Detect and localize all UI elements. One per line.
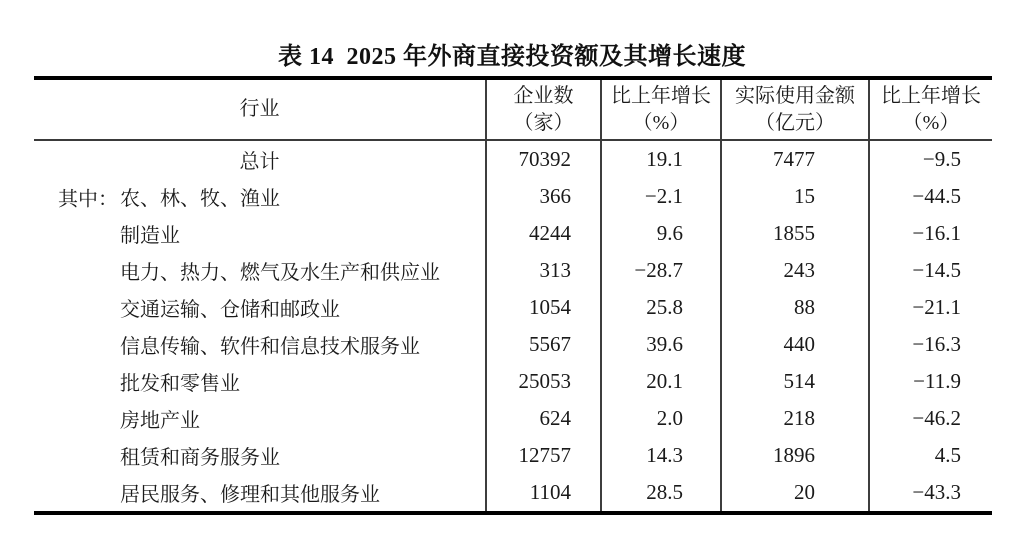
- col-header-growth-enterprises-label: 比上年增长: [611, 84, 711, 107]
- table-row: [34, 400, 992, 437]
- table-row: [34, 215, 992, 252]
- industry-cell: [34, 215, 485, 252]
- industry-cell: [34, 437, 485, 474]
- industry-name: 农、林、牧、渔业: [120, 188, 280, 210]
- growth2-value: −21.1: [868, 289, 992, 326]
- growth2-value: 4.5: [868, 437, 992, 474]
- amount-value: 88: [720, 289, 868, 326]
- industry-name: 居民服务、修理和其他服务业: [120, 484, 380, 506]
- industry-cell: [34, 178, 485, 215]
- industry-name: 租赁和商务服务业: [120, 447, 280, 469]
- growth1-value: 28.5: [600, 474, 720, 511]
- table-header-row: [34, 80, 992, 141]
- industry-cell: [34, 474, 485, 511]
- col-header-amount: [720, 80, 868, 139]
- col-header-growth-enterprises-unit: （%）: [632, 111, 690, 134]
- growth1-value: 14.3: [600, 437, 720, 474]
- growth2-value: −16.3: [868, 326, 992, 363]
- table-row: [34, 252, 992, 289]
- amount-value: 514: [720, 363, 868, 400]
- enterprises-value: 25053: [485, 363, 600, 400]
- table-row: [34, 141, 992, 178]
- col-header-industry: [34, 80, 485, 139]
- col-header-growth-amount-label: 比上年增长: [881, 84, 981, 107]
- table-row: [34, 437, 992, 474]
- fdi-table: [34, 76, 992, 515]
- growth1-value: 2.0: [600, 400, 720, 437]
- growth2-value: −16.1: [868, 215, 992, 252]
- col-header-amount-unit: （亿元）: [755, 111, 835, 134]
- table-row: [34, 178, 992, 215]
- table-row: [34, 289, 992, 326]
- col-header-industry-label: 行业: [239, 98, 280, 120]
- table-row: [34, 363, 992, 400]
- amount-value: 1855: [720, 215, 868, 252]
- col-header-enterprises-unit: （家）: [513, 111, 574, 134]
- growth1-value: 9.6: [600, 215, 720, 252]
- enterprises-value: 12757: [485, 437, 600, 474]
- industry-name: 信息传输、软件和信息技术服务业: [120, 336, 420, 358]
- growth1-value: 19.1: [600, 141, 720, 178]
- industry-name: 电力、热力、燃气及水生产和供应业: [120, 262, 440, 284]
- col-header-amount-label: 实际使用金额: [735, 84, 855, 107]
- industry-cell: [34, 289, 485, 326]
- growth2-value: −9.5: [868, 141, 992, 178]
- industry-cell: [34, 363, 485, 400]
- amount-value: 20: [720, 474, 868, 511]
- industry-name: 批发和零售业: [120, 373, 240, 395]
- amount-value: 218: [720, 400, 868, 437]
- industry-name: 制造业: [120, 225, 180, 247]
- industry-cell: [34, 326, 485, 363]
- amount-value: 243: [720, 252, 868, 289]
- col-header-enterprises-label: 企业数: [513, 84, 574, 107]
- growth1-value: −28.7: [600, 252, 720, 289]
- growth1-value: 20.1: [600, 363, 720, 400]
- industry-name: 交通运输、仓储和邮政业: [120, 299, 340, 321]
- table-title: 表 14 2025 年外商直接投资额及其增长速度: [278, 44, 746, 70]
- growth1-value: −2.1: [600, 178, 720, 215]
- growth1-value: 39.6: [600, 326, 720, 363]
- amount-value: 15: [720, 178, 868, 215]
- growth2-value: −46.2: [868, 400, 992, 437]
- col-header-growth-amount-unit: （%）: [902, 111, 960, 134]
- enterprises-value: 70392: [485, 141, 600, 178]
- industry-cell: [34, 141, 485, 178]
- growth2-value: −44.5: [868, 178, 992, 215]
- enterprises-value: 366: [485, 178, 600, 215]
- enterprises-value: 1104: [485, 474, 600, 511]
- industry-name: 总计: [239, 151, 280, 173]
- row-group-prefix: 其中：: [58, 188, 118, 210]
- amount-value: 1896: [720, 437, 868, 474]
- col-header-enterprises: [485, 80, 600, 139]
- growth2-value: −11.9: [868, 363, 992, 400]
- growth1-value: 25.8: [600, 289, 720, 326]
- table-body: [34, 141, 992, 511]
- amount-value: 7477: [720, 141, 868, 178]
- industry-name: 房地产业: [120, 410, 200, 432]
- industry-cell: [34, 252, 485, 289]
- enterprises-value: 313: [485, 252, 600, 289]
- table-row: [34, 474, 992, 511]
- amount-value: 440: [720, 326, 868, 363]
- growth2-value: −14.5: [868, 252, 992, 289]
- col-header-growth-enterprises: [600, 80, 720, 139]
- table-row: [34, 326, 992, 363]
- enterprises-value: 4244: [485, 215, 600, 252]
- col-header-growth-amount: [868, 80, 992, 139]
- enterprises-value: 1054: [485, 289, 600, 326]
- growth2-value: −43.3: [868, 474, 992, 511]
- enterprises-value: 5567: [485, 326, 600, 363]
- industry-cell: [34, 400, 485, 437]
- enterprises-value: 624: [485, 400, 600, 437]
